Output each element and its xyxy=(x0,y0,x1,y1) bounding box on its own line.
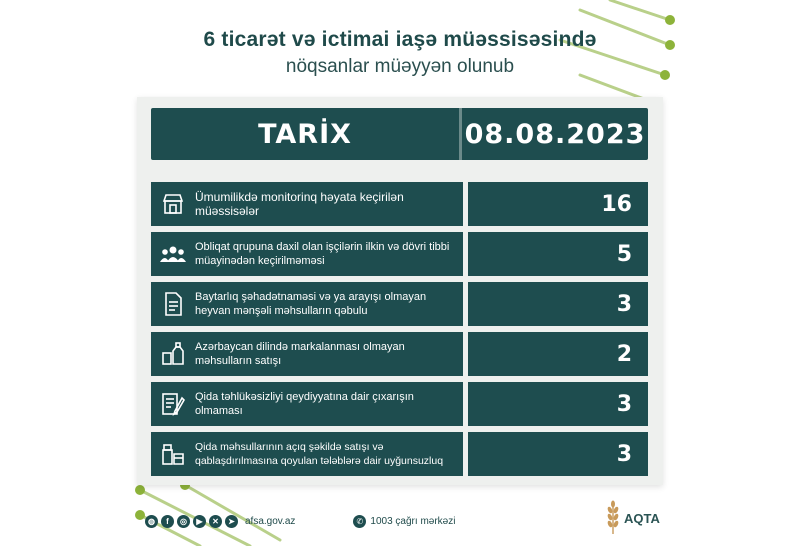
title-line-1: 6 ticarət və ictimai iaşə müəssisəsində xyxy=(203,28,597,51)
phone-icon: ✆ xyxy=(353,515,366,528)
table-row xyxy=(151,282,648,326)
row-label: Obliqat qrupuna daxil olan işçilərin ilkin və dövri tibbi müayinədən keçirilməməsi xyxy=(195,241,450,267)
telegram-icon[interactable]: ➤ xyxy=(225,515,238,528)
row-value: 3 xyxy=(468,382,648,426)
footer xyxy=(145,511,455,531)
stats-table xyxy=(151,182,648,482)
row-value: 2 xyxy=(468,332,648,376)
date-label: TARİX xyxy=(151,108,462,160)
row-label: Azərbaycan dilində markalanması olmayan məhsulların satışı xyxy=(195,341,405,367)
table-row xyxy=(151,382,648,426)
food-products-icon xyxy=(151,332,195,376)
instagram-icon[interactable]: ◎ xyxy=(177,515,190,528)
certificate-document-icon xyxy=(151,282,195,326)
row-label: Qida məhsullarının açıq şəkildə satışı və qablaşdırılmasına qoyulan tələblərə dair uyğunsuzluq xyxy=(195,441,444,467)
table-row xyxy=(151,182,648,226)
website-link[interactable]: afsa.gov.az xyxy=(245,515,296,527)
web-icon[interactable]: ◍ xyxy=(145,515,158,528)
registration-form-icon xyxy=(151,382,195,426)
row-value: 3 xyxy=(468,432,648,476)
packaged-goods-icon xyxy=(151,432,195,476)
agency-logo xyxy=(606,500,660,536)
date-value: 08.08.2023 xyxy=(464,118,646,150)
logo-text: AQTA xyxy=(624,510,660,526)
row-label: Qida təhlükəsizliyi qeydiyyatına dair çıxarışın olmaması xyxy=(195,391,414,417)
title-line-2: nöqsanlar müəyyən olunub xyxy=(285,56,515,77)
date-row xyxy=(151,108,648,160)
page-title xyxy=(0,28,800,78)
youtube-icon[interactable]: ▶ xyxy=(193,515,206,528)
table-row xyxy=(151,432,648,476)
row-value: 5 xyxy=(468,232,648,276)
row-label: Baytarlıq şəhadətnaməsi və ya arayışı olmayan heyvan mənşəli məhsulların qəbulu xyxy=(195,291,427,317)
store-icon xyxy=(151,182,195,226)
row-value: 3 xyxy=(468,282,648,326)
row-value: 16 xyxy=(468,182,648,226)
wheat-icon xyxy=(606,500,620,536)
people-group-icon xyxy=(151,232,195,276)
facebook-icon[interactable]: f xyxy=(161,515,174,528)
x-icon[interactable]: ✕ xyxy=(209,515,222,528)
row-label: Ümumilikdə monitorinq həyata keçirilən müəssisələr xyxy=(195,190,404,218)
table-row xyxy=(151,332,648,376)
call-center-label: 1003 çağrı mərkəzi xyxy=(370,515,456,527)
table-row xyxy=(151,232,648,276)
